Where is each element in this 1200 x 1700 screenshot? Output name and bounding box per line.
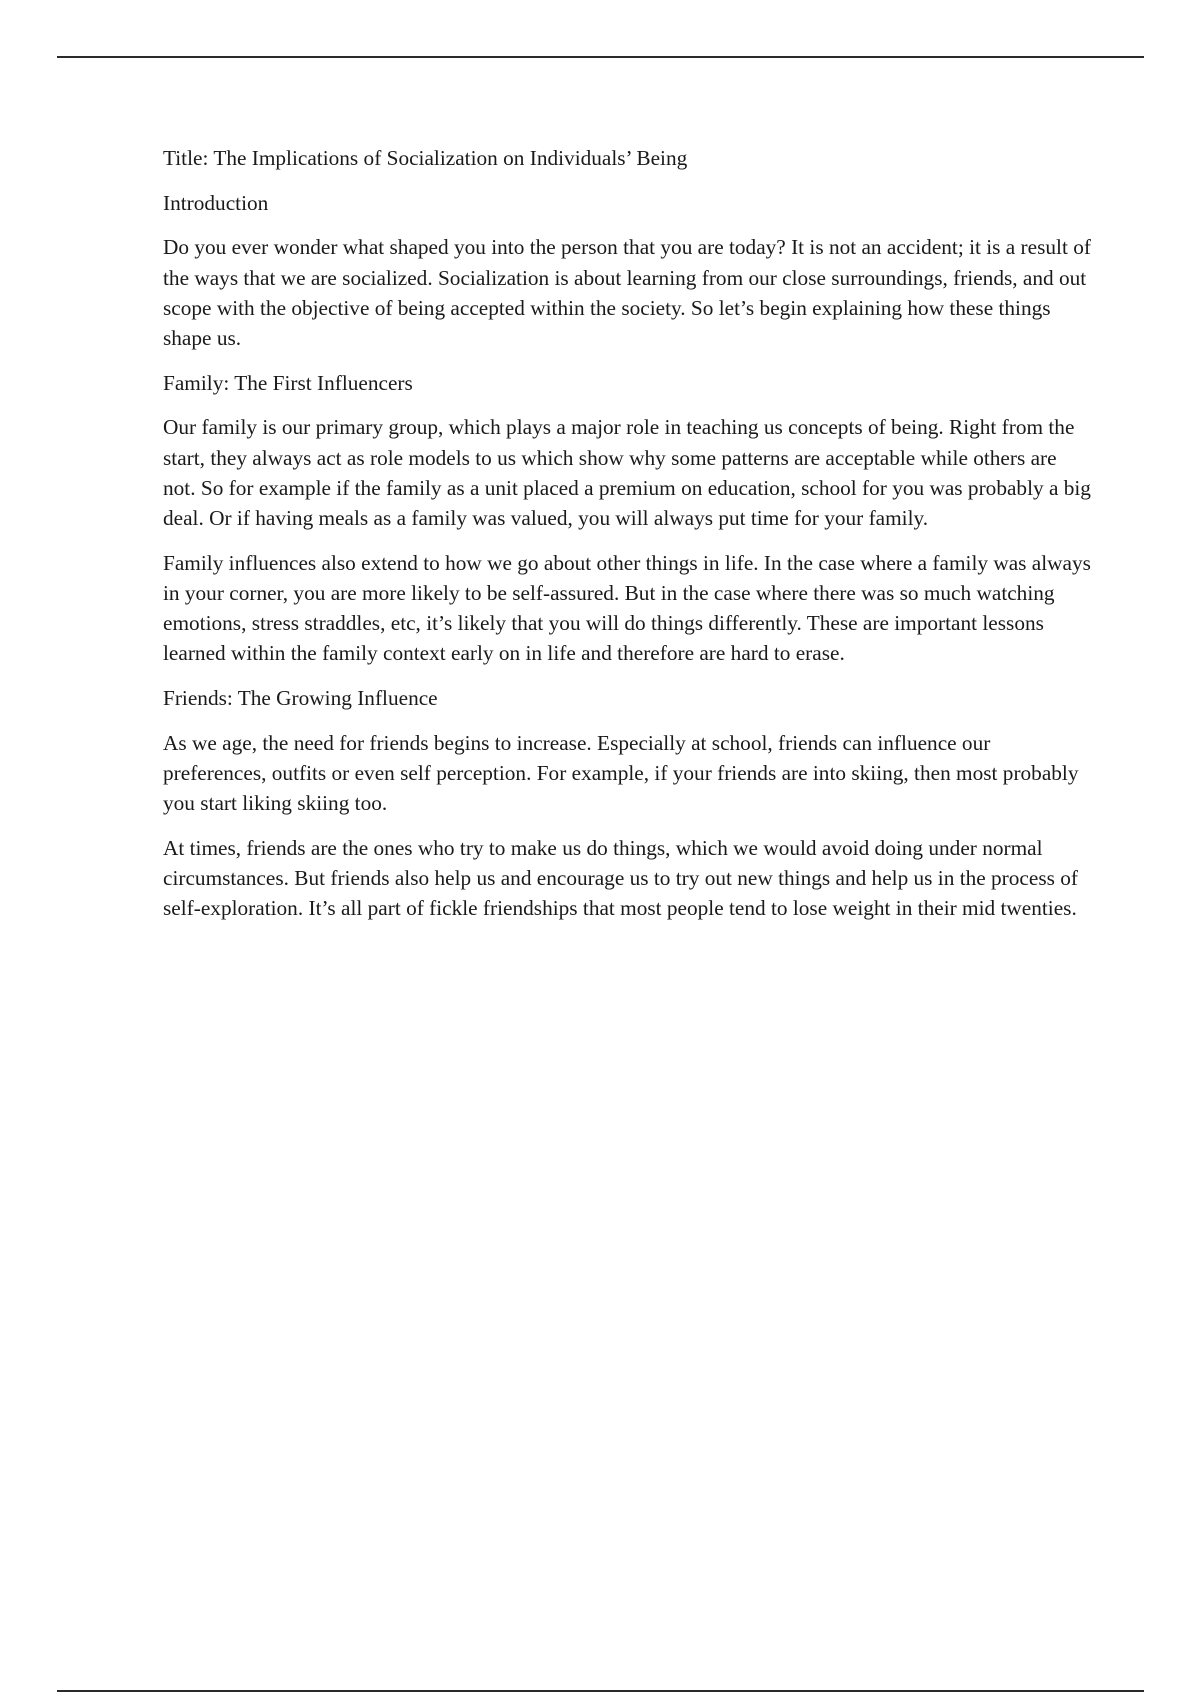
footer-rule (57, 1690, 1144, 1692)
paragraph: Our family is our primary group, which plays a major role in teaching us concepts of being. Right from the start, they always act as role models to us which show why some patterns are acceptable while others are not. So for example if the family as a unit placed a premium on education, school for you was probably a big deal. Or if having meals as a family was valued, you will always put time for your family. (163, 415, 1091, 531)
paragraph: At times, friends are the ones who try to make us do things, which we would avoid doing under normal circumstances. But friends also help us and encourage us to try out new things and help us in the process of self-exploration. It’s all part of fickle friendships that most people tend to lose weight in their mid twenties. (163, 835, 1078, 921)
section-heading-friends: Friends: The Growing Influence (163, 686, 438, 711)
paragraph: As we age, the need for friends begins to increase. Especially at school, friends can influence our preferences, outfits or even self perception. For example, if your friends are into skiing, then most probably you start liking skiing too. (163, 730, 1079, 816)
document-title: Title: The Implications of Socialization on Individuals’ Being (163, 146, 688, 170)
section-heading-introduction: Introduction (163, 190, 269, 215)
paragraph: Family influences also extend to how we go about other things in life. In the case where a family was always in your corner, you are more likely to be self-assured. But in the case where there was so much watching emotions, stress straddles, etc, it’s likely that you will do things differently. These are important lessons learned within the family context early on in life and therefore are hard to erase. (163, 550, 1091, 666)
paragraph: Do you ever wonder what shaped you into the person that you are today? It is not an accident; it is a result of the ways that we are socialized. Socialization is about learning from our close surroundings, friends, and out scope with the objective of being accepted within the society. So let’s begin explaining how these things shape us. (163, 235, 1091, 351)
document-body (163, 143, 1093, 938)
header-rule (57, 56, 1144, 58)
section-heading-family: Family: The First Influencers (163, 370, 413, 395)
